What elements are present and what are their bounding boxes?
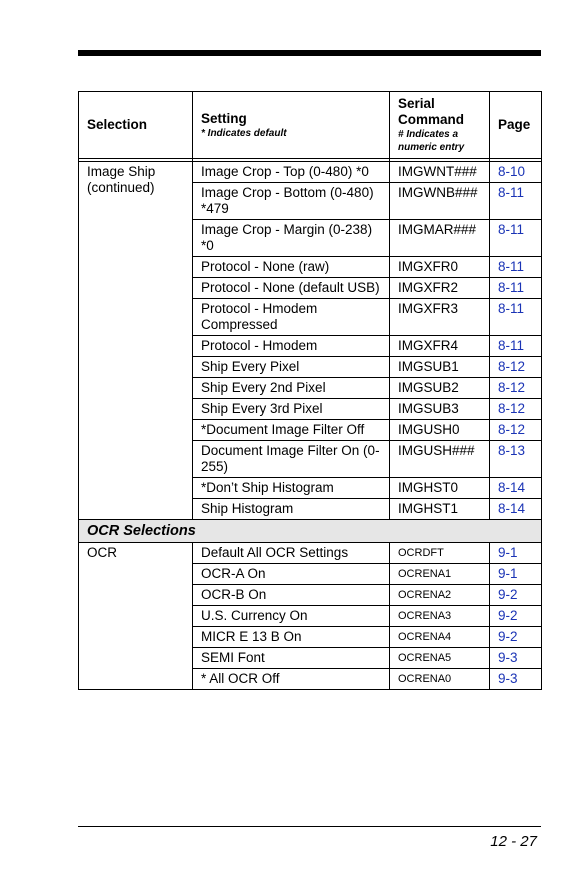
setting-cell: Ship Every Pixel — [193, 357, 390, 378]
page-link[interactable]: 8-13 — [490, 441, 542, 478]
serial-command-cell: IMGXFR0 — [390, 257, 490, 278]
page-link[interactable]: 8-12 — [490, 399, 542, 420]
serial-command-cell: IMGXFR2 — [390, 278, 490, 299]
page-link[interactable]: 8-14 — [490, 478, 542, 499]
ocr-group — [79, 543, 542, 690]
setting-cell: Protocol - None (raw) — [193, 257, 390, 278]
serial-command-cell: IMGHST0 — [390, 478, 490, 499]
serial-command-cell: IMGSUB3 — [390, 399, 490, 420]
command-table-container — [78, 91, 541, 690]
setting-cell: Ship Every 2nd Pixel — [193, 378, 390, 399]
setting-cell: Image Crop - Margin (0-238) *0 — [193, 220, 390, 257]
serial-command-cell: OCRENA0 — [390, 669, 490, 690]
header-page: Page — [490, 92, 542, 159]
page-link[interactable]: 9-3 — [490, 648, 542, 669]
page-link[interactable]: 8-14 — [490, 499, 542, 520]
selection-cell: OCR — [79, 543, 193, 690]
setting-cell: * All OCR Off — [193, 669, 390, 690]
serial-command-cell: IMGHST1 — [390, 499, 490, 520]
page-link[interactable]: 8-11 — [490, 299, 542, 336]
setting-cell: Protocol - Hmodem Compressed — [193, 299, 390, 336]
selection-cell: Image Ship (continued) — [79, 162, 193, 520]
table-header-row — [79, 92, 542, 159]
page-link[interactable]: 9-1 — [490, 543, 542, 564]
page-link[interactable]: 8-12 — [490, 378, 542, 399]
serial-command-cell: IMGXFR3 — [390, 299, 490, 336]
setting-cell: MICR E 13 B On — [193, 627, 390, 648]
setting-cell: OCR-A On — [193, 564, 390, 585]
serial-command-cell: OCRENA5 — [390, 648, 490, 669]
page-link[interactable]: 8-11 — [490, 278, 542, 299]
setting-cell: *Document Image Filter Off — [193, 420, 390, 441]
serial-command-cell: OCRDFT — [390, 543, 490, 564]
header-setting: Setting * Indicates default — [193, 92, 390, 159]
setting-cell: OCR-B On — [193, 585, 390, 606]
page-link[interactable]: 9-3 — [490, 669, 542, 690]
setting-cell: U.S. Currency On — [193, 606, 390, 627]
command-table — [78, 91, 542, 690]
header-serial-command: Serial Command # Indicates a numeric entry — [390, 92, 490, 159]
section-header-row — [79, 520, 542, 543]
setting-cell: SEMI Font — [193, 648, 390, 669]
serial-command-cell: IMGUSH0 — [390, 420, 490, 441]
setting-cell: *Don’t Ship Histogram — [193, 478, 390, 499]
top-rule — [78, 50, 541, 56]
page-link[interactable]: 9-2 — [490, 627, 542, 648]
serial-command-cell: OCRENA1 — [390, 564, 490, 585]
page-link[interactable]: 8-12 — [490, 420, 542, 441]
setting-cell: Ship Every 3rd Pixel — [193, 399, 390, 420]
section-title: OCR Selections — [79, 520, 542, 543]
page-link[interactable]: 8-11 — [490, 220, 542, 257]
page-number: 12 - 27 — [490, 833, 537, 850]
table-row — [79, 162, 542, 183]
page-link[interactable]: 8-11 — [490, 336, 542, 357]
setting-cell: Protocol - None (default USB) — [193, 278, 390, 299]
serial-command-cell: IMGWNT### — [390, 162, 490, 183]
bottom-rule — [78, 826, 541, 827]
serial-command-cell: IMGSUB1 — [390, 357, 490, 378]
serial-command-cell: IMGXFR4 — [390, 336, 490, 357]
serial-command-cell: IMGUSH### — [390, 441, 490, 478]
page-link[interactable]: 8-12 — [490, 357, 542, 378]
setting-cell: Default All OCR Settings — [193, 543, 390, 564]
image-ship-group — [79, 159, 542, 520]
serial-command-cell: IMGSUB2 — [390, 378, 490, 399]
serial-command-cell: OCRENA4 — [390, 627, 490, 648]
serial-command-cell: IMGWNB### — [390, 183, 490, 220]
header-selection: Selection — [79, 92, 193, 159]
setting-cell: Image Crop - Bottom (0-480) *479 — [193, 183, 390, 220]
serial-command-cell: OCRENA3 — [390, 606, 490, 627]
page-link[interactable]: 8-11 — [490, 257, 542, 278]
setting-cell: Document Image Filter On (0-255) — [193, 441, 390, 478]
serial-command-cell: OCRENA2 — [390, 585, 490, 606]
ocr-section — [79, 520, 542, 543]
serial-command-cell: IMGMAR### — [390, 220, 490, 257]
table-row — [79, 543, 542, 564]
setting-cell: Ship Histogram — [193, 499, 390, 520]
page-link[interactable]: 9-1 — [490, 564, 542, 585]
setting-cell: Protocol - Hmodem — [193, 336, 390, 357]
page-link[interactable]: 9-2 — [490, 606, 542, 627]
page-link[interactable]: 9-2 — [490, 585, 542, 606]
page-link[interactable]: 8-10 — [490, 162, 542, 183]
page-link[interactable]: 8-11 — [490, 183, 542, 220]
setting-cell: Image Crop - Top (0-480) *0 — [193, 162, 390, 183]
